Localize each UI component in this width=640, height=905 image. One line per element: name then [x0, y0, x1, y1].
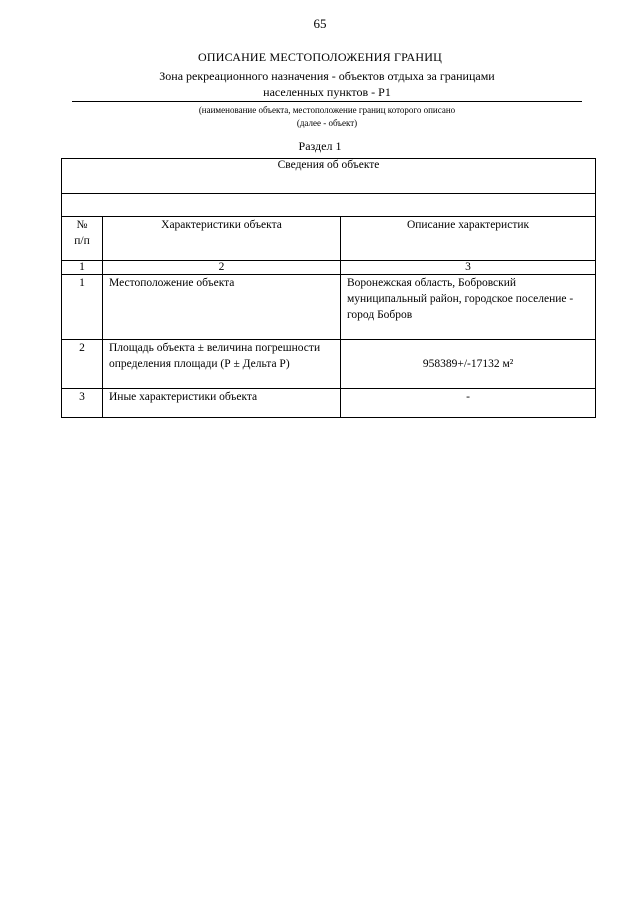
table-header-row: [62, 159, 596, 194]
row-description: Воронежская область, Бобровский муниципальный район, городское поселение - город Бобров: [341, 275, 596, 340]
column-header-description: Описание характеристик: [341, 217, 596, 261]
document-title: ОПИСАНИЕ МЕСТОПОЛОЖЕНИЯ ГРАНИЦ: [198, 50, 442, 64]
table-row: [62, 275, 596, 340]
table-empty-cell: [62, 194, 596, 217]
column-numbers-row: [62, 261, 596, 275]
row-num: 1: [62, 275, 103, 340]
column-headers-row: [62, 217, 596, 261]
column-number: 3: [341, 261, 596, 275]
column-number: 2: [103, 261, 341, 275]
object-caption: [60, 104, 594, 130]
column-number: 1: [62, 261, 103, 275]
object-name-line-1: Зона рекреационного назначения - объектов отдыха за границами: [159, 69, 495, 83]
row-characteristic: Площадь объекта ± величина погрешности определения площади (Р ± Дельта Р): [103, 340, 341, 389]
underline-rule: [72, 101, 582, 102]
row-characteristic: Иные характеристики объекта: [103, 389, 341, 418]
table-header: Сведения об объекте: [62, 159, 596, 194]
column-header-num-line-1: №: [76, 219, 88, 231]
page-number: 65: [313, 16, 327, 31]
row-characteristic: Местоположение объекта: [103, 275, 341, 340]
row-description: 958389+/-17132 м²: [341, 340, 596, 389]
object-name: [60, 68, 594, 100]
table-empty-row: [62, 194, 596, 217]
row-num: 3: [62, 389, 103, 418]
table-row: [62, 340, 596, 389]
column-header-num-line-2: п/п: [74, 235, 90, 247]
object-name-line-2: населенных пунктов - Р1: [263, 85, 391, 99]
table-row: [62, 389, 596, 418]
object-caption-line-2: (далее - объект): [296, 118, 358, 128]
object-info-table: [61, 158, 596, 418]
section-label: Раздел 1: [298, 139, 342, 153]
row-num: 2: [62, 340, 103, 389]
row-description: -: [341, 389, 596, 418]
column-header-num: [62, 217, 103, 261]
object-caption-line-1: (наименование объекта, местоположение границ которого описано: [198, 105, 456, 115]
column-header-characteristic: Характеристики объекта: [103, 217, 341, 261]
